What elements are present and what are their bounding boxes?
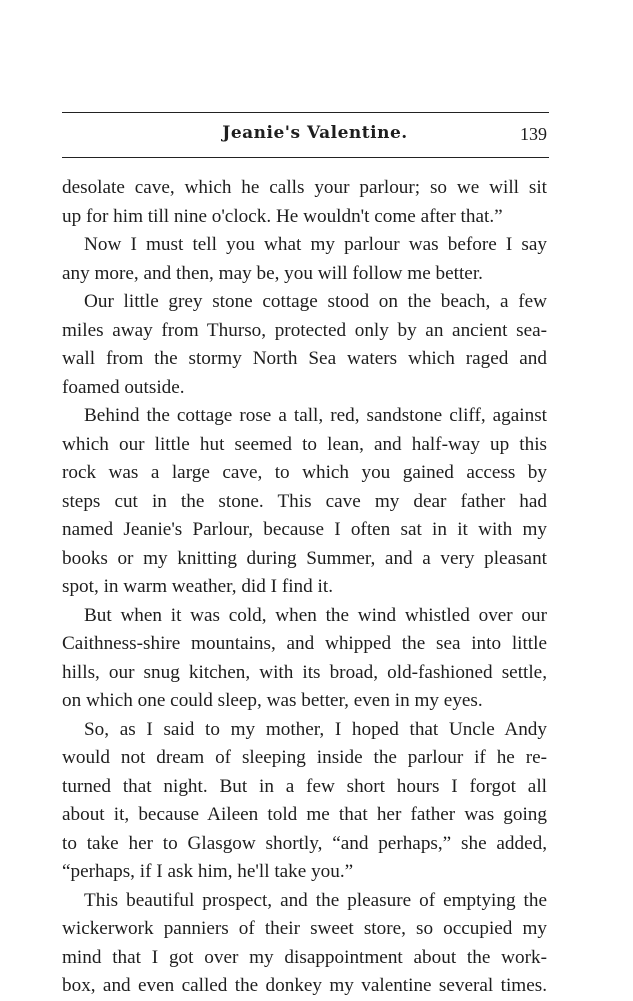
header-bottom-rule <box>62 157 549 158</box>
paragraph <box>62 174 547 231</box>
text-line: named Jeanie's Parlour, because I often sat in it with my <box>62 519 547 540</box>
text-line: desolate cave, which he calls your parlour; so we will sit <box>62 177 547 198</box>
text-line: box, and even called the donkey my valentine several times. <box>62 975 547 996</box>
text-line: spot, in warm weather, did I find it. <box>62 576 333 597</box>
text-line: This beautiful prospect, and the pleasure of emptying the <box>84 889 547 911</box>
text-line: So, as I said to my mother, I hoped that Uncle Andy <box>84 718 547 740</box>
text-line: would not dream of sleeping inside the parlour if he re- <box>62 747 547 768</box>
text-line: books or my knitting during Summer, and a very pleasant <box>62 547 547 569</box>
paragraph <box>62 288 547 402</box>
text-line: turned that night. But in a few short hours I forgot all <box>62 775 547 797</box>
page-body <box>62 174 547 1001</box>
text-line: Our little grey stone cottage stood on the beach, a few <box>84 291 547 312</box>
text-line: Now I must tell you what my parlour was before I say <box>84 234 547 255</box>
text-line: rock was a large cave, to which you gained access by <box>62 462 547 483</box>
paragraph <box>62 231 547 288</box>
text-line: about it, because Aileen told me that her father was going <box>62 804 547 825</box>
text-line: wickerwork panniers of their sweet store, so occupied my <box>62 918 547 939</box>
text-line: wall from the stormy North Sea waters which raged and <box>62 348 547 369</box>
text-line: Caithness-shire mountains, and whipped the sea into little <box>62 633 547 654</box>
paragraph <box>62 402 547 602</box>
text-line: any more, and then, may be, you will follow me better. <box>62 262 483 284</box>
text-line: hills, our snug kitchen, with its broad, old-fashioned settle, <box>62 661 547 683</box>
text-line: on which one could sleep, was better, even in my eyes. <box>62 690 483 711</box>
text-line: mind that I got over my disappointment about the work- <box>62 946 547 968</box>
text-line: to take her to Glasgow shortly, “and perhaps,” she added, <box>62 832 547 854</box>
paragraph <box>62 602 547 716</box>
page-number: 139 <box>520 124 547 144</box>
paragraph <box>62 716 547 887</box>
text-line: foamed outside. <box>62 376 185 398</box>
text-line: Behind the cottage rose a tall, red, sandstone cliff, against <box>84 405 547 426</box>
text-line: But when it was cold, when the wind whistled over our <box>84 604 547 626</box>
text-line: up for him till nine o'clock. He wouldn't come after that.” <box>62 205 503 227</box>
running-title: Jeanie's Valentine. <box>222 123 408 143</box>
text-line: steps cut in the stone. This cave my dear father had <box>62 490 547 512</box>
header-top-rule <box>62 112 549 113</box>
text-line: which our little hut seemed to lean, and half-way up this <box>62 433 547 455</box>
text-line: “perhaps, if I ask him, he'll take you.” <box>62 861 354 882</box>
text-line: miles away from Thurso, protected only by an ancient sea- <box>62 319 547 341</box>
paragraph <box>62 887 547 1001</box>
